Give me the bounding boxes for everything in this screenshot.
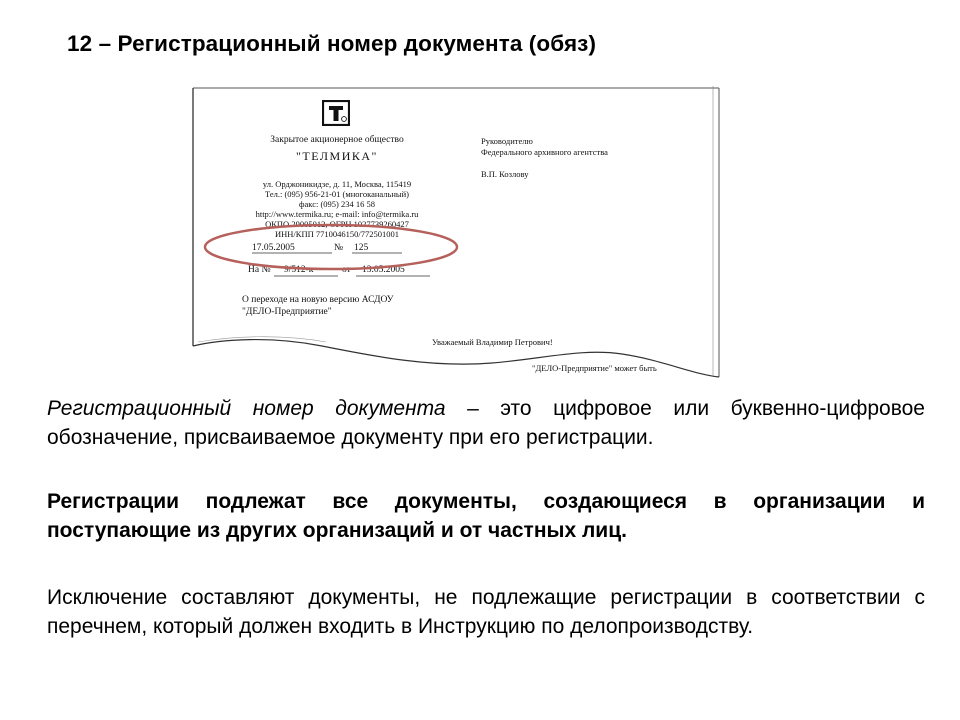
definition-text: – это цифровое или буквенно-цифровое обозначение, присваиваемое документу при его регистрации. <box>47 397 925 449</box>
registration-number-label: № <box>334 243 344 253</box>
reference-date: 13.05.2005 <box>362 265 405 275</box>
org-web: http://www.termika.ru; e-mail: info@termika.ru <box>255 209 419 219</box>
exception-paragraph: Исключение составляют документы, не подлежащие регистрации в соответствии с перечнем, который должен входить в Инструкцию по делопроизводству. <box>47 586 925 638</box>
recipient-line-1: Руководителю <box>481 136 533 146</box>
org-name: "ТЕЛМИКА" <box>296 149 378 163</box>
document-image <box>192 84 722 384</box>
subject-line-2: "ДЕЛО-Предприятие" <box>242 307 332 317</box>
org-phone: Тел.: (095) 956-21-01 (многоканальный) <box>264 189 410 199</box>
reference-label: На № <box>248 265 271 275</box>
registration-rule-paragraph: Регистрации подлежат все документы, создающиеся в организации и поступающие из других организаций и от частных лиц. <box>47 490 925 542</box>
subject-line-1: О переходе на новую версию АСДОУ <box>242 295 394 305</box>
reference-of: от <box>342 265 351 275</box>
slide-title: 12 – Регистрационный номер документа (обяз) <box>67 31 597 56</box>
highlight-ellipse <box>192 84 722 384</box>
registration-date: 17.05.2005 <box>252 243 295 253</box>
body-fragment: "ДЕЛО-Предприятие" может быть <box>532 363 657 373</box>
org-codes: ОКПО 29005012, ОГРН 1027739260427 <box>265 219 409 229</box>
org-type: Закрытое акционерное общество <box>270 135 404 145</box>
definition-term: Регистрационный номер документа <box>47 397 446 420</box>
recipient-name: В.П. Козлову <box>481 169 529 179</box>
org-address: ул. Орджоникидзе, д. 11, Москва, 115419 <box>262 179 412 189</box>
reference-number: 9/512-к <box>284 265 314 275</box>
definition-paragraph <box>47 394 925 452</box>
org-inn: ИНН/КПП 7710046150/772501001 <box>275 229 399 239</box>
salutation: Уважаемый Владимир Петрович! <box>432 337 553 347</box>
org-fax: факс: (095) 234 16 58 <box>299 199 375 209</box>
recipient-line-2: Федерального архивного агентства <box>481 147 608 157</box>
registration-number: 125 <box>354 243 369 253</box>
